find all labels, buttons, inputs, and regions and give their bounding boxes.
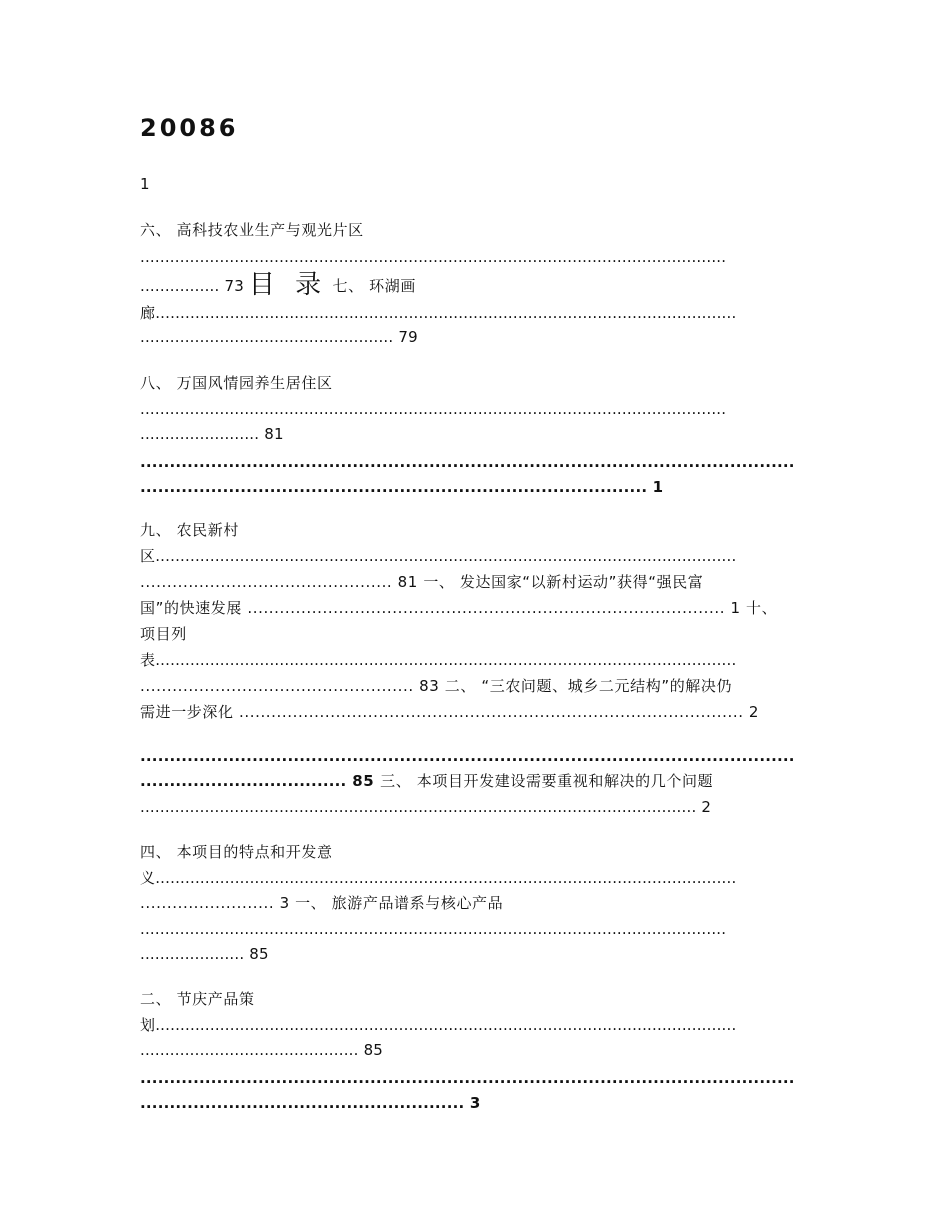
toc-leader: ...................................................................................................................... [140,920,727,938]
toc-leader: ............................................................................................................... [140,1069,795,1087]
toc-entry: 划..................................................................................................................... [140,1016,737,1034]
toc-leader: ..................... 85 [140,945,269,963]
toc-heading: 目 录 [248,270,328,300]
document-title: 20086 [140,114,239,142]
toc-leader: ............................................................................................................... [140,747,795,765]
toc-entry: 三、 本项目开发建设需要重视和解决的几个问题 [380,772,714,790]
toc-leader: ................................... [140,772,347,790]
toc-entry: 需进一步深化 .............................................................................................. 2 [140,703,760,721]
toc-leader: ............................................ 85 [140,1041,384,1059]
toc-entry: 国”的快速发展 ......................................................................................... 1 十、 [140,599,778,617]
toc-entry: 二、 节庆产品策 [140,990,255,1008]
toc-leader: ...................................................................................... 1 [140,478,664,496]
toc-entry: ......................... 3 一、 旅游产品谱系与核心产品 [140,894,504,912]
toc-entry: 义..................................................................................................................... [140,869,737,887]
toc-line [140,270,416,300]
toc-entry: 区..................................................................................................................... [140,547,737,565]
toc-leader: ...................................................................................................................... [140,248,727,266]
page-number: 1 [140,175,151,193]
toc-leader: ........................ 81 [140,425,284,443]
toc-leader: ................................................................................................................ 2 [140,798,712,816]
toc-leader: ............................................................................................................... [140,453,795,471]
toc-line [140,771,713,791]
toc-entry: ................................................... 83 二、 “三农问题、城乡二元结构”的解决仍 [140,677,733,695]
toc-entry: 项目列 [140,625,187,643]
toc-leader: ....................................................... 3 [140,1094,481,1112]
toc-leader: ................ 73 [140,277,249,295]
toc-leader: ................................................... 79 [140,328,418,346]
toc-entry: 七、 环湖画 [327,277,416,295]
toc-entry: 四、 本项目的特点和开发意 [140,843,333,861]
toc-page-number: 85 [346,772,381,790]
toc-entry: ............................................... 81 一、 发达国家“以新村运动”获得“强民富 [140,573,704,591]
toc-entry: 九、 农民新村 [140,521,239,539]
toc-entry: 八、 万国风情园养生居住区 [140,374,333,392]
toc-entry: 六、 高科技农业生产与观光片区 [140,221,364,239]
toc-leader: ...................................................................................................................... [140,400,727,418]
toc-entry: 廊..................................................................................................................... [140,304,737,322]
toc-entry: 表..................................................................................................................... [140,651,737,669]
